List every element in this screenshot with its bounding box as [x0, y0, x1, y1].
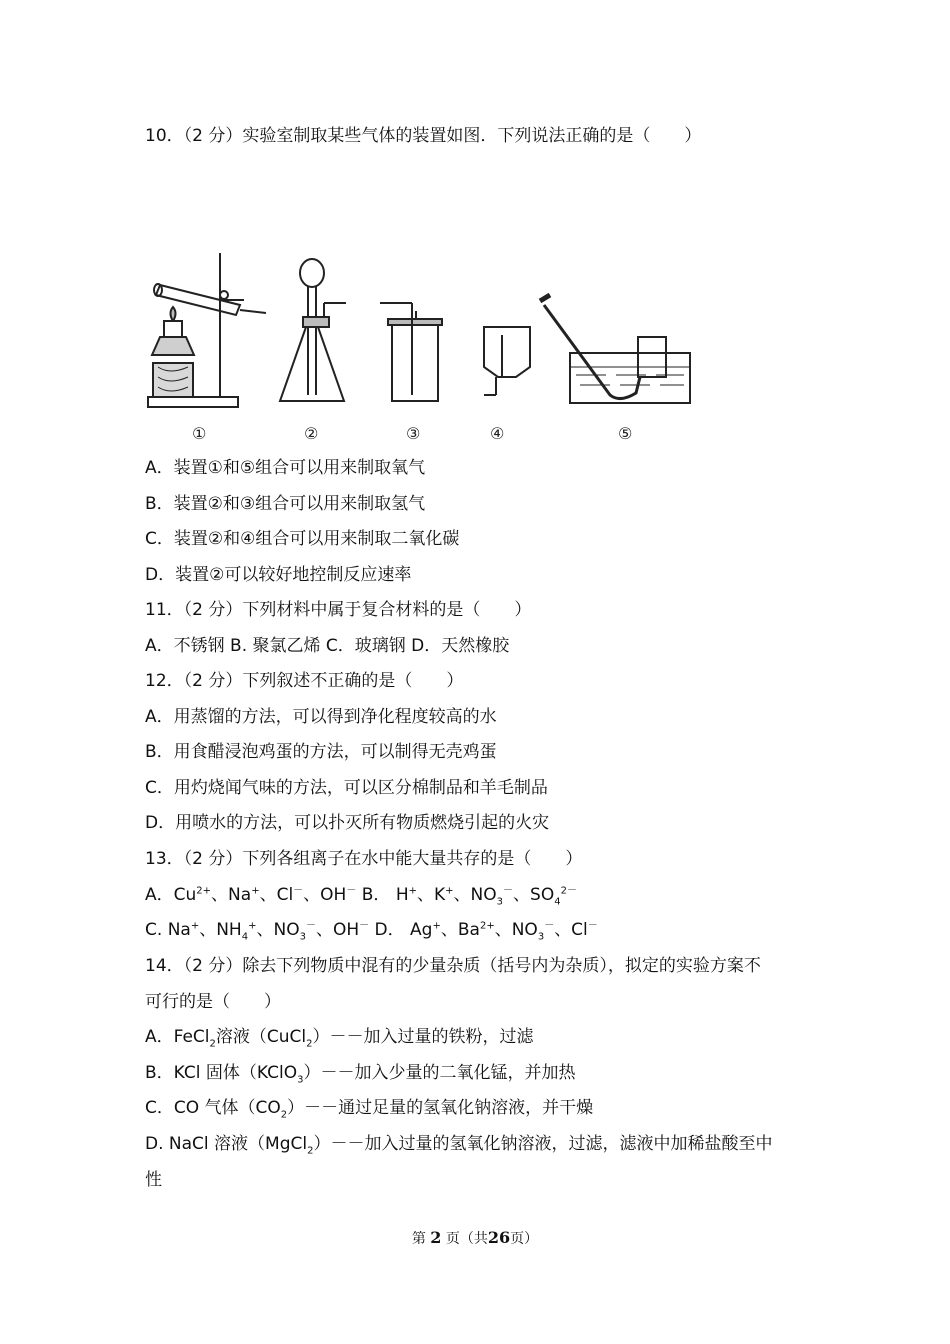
q11-stem: 11．（2 分）下列材料中属于复合材料的是（ ） — [145, 600, 532, 620]
page-footer — [0, 1228, 950, 1248]
q14-option-d-line2: 性 — [145, 1170, 162, 1190]
apparatus-figure — [140, 245, 710, 450]
figure-label-1: ① — [192, 424, 207, 443]
apparatus-2-icon — [280, 259, 346, 401]
q13-options-cd — [145, 918, 598, 942]
q12-option-d: D．用喷水的方法，可以扑灭所有物质燃烧引起的火灾 — [145, 813, 550, 833]
q10-option-b: B．装置②和③组合可以用来制取氢气 — [145, 494, 426, 514]
q12-stem: 12．（2 分）下列叙述不正确的是（ ） — [145, 671, 464, 691]
apparatus-4-icon — [484, 327, 530, 395]
q10-option-d: D．装置②可以较好地控制反应速率 — [145, 565, 412, 585]
footer-mid: 页（共 — [445, 1231, 488, 1247]
q10-option-c: C．装置②和④组合可以用来制取二氧化碳 — [145, 529, 460, 549]
q11-options: A．不锈钢 B. 聚氯乙烯 C．玻璃钢 D．天然橡胶 — [145, 636, 510, 656]
q13-option-a-ions: $Cu^{2+}$、Na+、Cl－、OH－ — [173, 885, 357, 905]
footer-page-number: 2 — [430, 1228, 442, 1247]
apparatus-3-icon — [380, 303, 442, 401]
figure-label-3: ③ — [406, 424, 421, 443]
q12-option-b: B．用食醋浸泡鸡蛋的方法，可以制得无壳鸡蛋 — [145, 742, 497, 762]
q13-option-b-ions: H+、K+、$NO_3^-$、$SO_4^{2-}$ — [390, 885, 577, 908]
q14-option-c-text: －－通过足量的氢氧化钠溶液，并干燥 — [304, 1098, 594, 1118]
q14-option-b: B．KCl 固体（KClO$_3$）－－加入少量的二氧化锰，并加热 — [145, 1063, 576, 1086]
q13-option-b-label: B． — [361, 885, 391, 905]
q10-stem: 10．（2 分）实验室制取某些气体的装置如图．下列说法正确的是（ ） — [145, 126, 702, 146]
figure-label-4: ④ — [490, 424, 505, 443]
q14-option-a: A．FeCl$_2$溶液（CuCl$_2$）－－加入过量的铁粉，过滤 — [145, 1027, 534, 1050]
q12-option-a: A．用蒸馏的方法，可以得到净化程度较高的水 — [145, 707, 497, 727]
apparatus-5-icon — [540, 295, 690, 403]
q13-option-d-label: D． — [374, 920, 405, 940]
q14-stem-line2: 可行的是（ ） — [145, 992, 281, 1012]
q13-option-a-label: A． — [145, 885, 174, 905]
q13-option-c-label: C. — [145, 920, 168, 940]
footer-suffix: 页） — [510, 1231, 539, 1247]
q14-option-d-text: －－加入过量的氢氧化钠溶液，过滤，滤液中加稀盐酸至中 — [330, 1134, 773, 1154]
q14-option-b-text: －－加入少量的二氧化锰，并加热 — [320, 1063, 576, 1083]
q10-option-a: A．装置①和⑤组合可以用来制取氧气 — [145, 458, 426, 478]
q14-option-a-text: －－加入过量的铁粉，过滤 — [329, 1027, 534, 1047]
q14-option-d: D. NaCl 溶液（MgCl$_2$）－－加入过量的氢氧化钠溶液，过滤，滤液中加稀盐酸至中 — [145, 1134, 773, 1157]
q13-stem: 13．（2 分）下列各组离子在水中能大量共存的是（ ） — [145, 849, 583, 869]
footer-total-pages: 26 — [487, 1228, 511, 1247]
q13-options-ab — [145, 883, 577, 907]
figure-label-5: ⑤ — [618, 424, 633, 443]
footer-prefix: 第 — [411, 1231, 426, 1247]
figure-label-2: ② — [304, 424, 319, 443]
q13-option-d-ions: Ag+、$Ba^{2+}$、$NO_3^-$、Cl－ — [404, 920, 598, 943]
apparatus-1-icon — [148, 253, 266, 407]
q13-option-c-ions: Na+、$NH_4^+$、$NO_3^-$、OH－ — [167, 920, 370, 943]
q12-option-c: C．用灼烧闻气味的方法，可以区分棉制品和羊毛制品 — [145, 778, 548, 798]
q14-stem-line1: 14．（2 分）除去下列物质中混有的少量杂质（括号内为杂质），拟定的实验方案不 — [145, 956, 761, 976]
q14-option-c: C．CO 气体$(CO_2)--$通过足量的氢氧化钠溶液，并干燥 — [145, 1098, 594, 1121]
